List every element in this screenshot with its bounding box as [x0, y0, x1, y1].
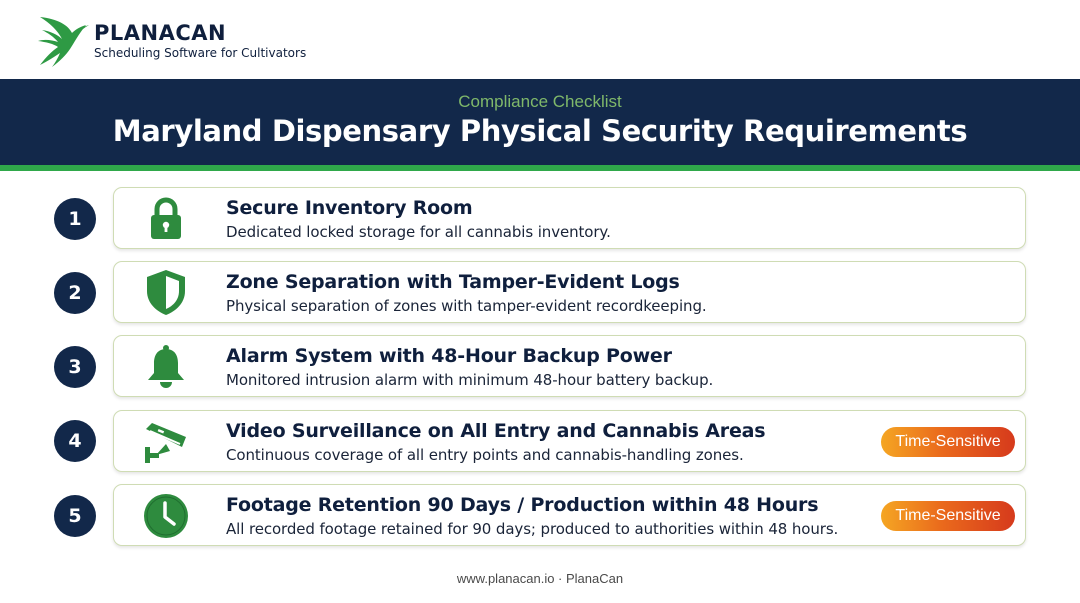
item-description: Continuous coverage of all entry points and cannabis-handling zones. [226, 446, 744, 464]
checklist-item [113, 410, 1026, 472]
item-title: Footage Retention 90 Days / Production within 48 Hours [226, 494, 819, 516]
clock-icon [142, 491, 190, 539]
header-accent-stripe [0, 165, 1080, 171]
page-title: Maryland Dispensary Physical Security Requirements [112, 114, 968, 148]
item-description: All recorded footage retained for 90 days; produced to authorities within 48 hours. [226, 520, 839, 538]
hummingbird-logo-icon [28, 11, 90, 69]
time-sensitive-badge: Time-Sensitive [881, 427, 1015, 457]
security-camera-icon [142, 417, 190, 465]
item-title: Alarm System with 48-Hour Backup Power [226, 345, 672, 367]
brand-tagline: Scheduling Software for Cultivators [94, 45, 307, 60]
checklist-item [113, 187, 1026, 249]
checklist-item [113, 261, 1026, 323]
step-number-badge: 5 [54, 495, 96, 537]
header-subtitle: Compliance Checklist [458, 92, 622, 111]
brand-name: PLANACAN [94, 20, 227, 45]
item-title: Zone Separation with Tamper-Evident Logs [226, 271, 680, 293]
time-sensitive-badge: Time-Sensitive [881, 501, 1015, 531]
item-description: Dedicated locked storage for all cannabis inventory. [226, 223, 611, 241]
footer-text: www.planacan.io · PlanaCan [456, 571, 624, 586]
bell-icon [142, 342, 190, 390]
brand [28, 10, 306, 70]
item-description: Monitored intrusion alarm with minimum 48-hour battery backup. [226, 371, 714, 389]
checklist-item [113, 484, 1026, 546]
step-number-badge: 2 [54, 272, 96, 314]
shield-icon [142, 268, 190, 316]
item-description: Physical separation of zones with tamper-evident recordkeeping. [226, 297, 707, 315]
step-number-badge: 4 [54, 420, 96, 462]
item-title: Video Surveillance on All Entry and Cannabis Areas [226, 420, 766, 442]
lock-icon [142, 194, 190, 242]
item-title: Secure Inventory Room [226, 197, 473, 219]
step-number-badge: 3 [54, 346, 96, 388]
checklist-item [113, 335, 1026, 397]
step-number-badge: 1 [54, 198, 96, 240]
